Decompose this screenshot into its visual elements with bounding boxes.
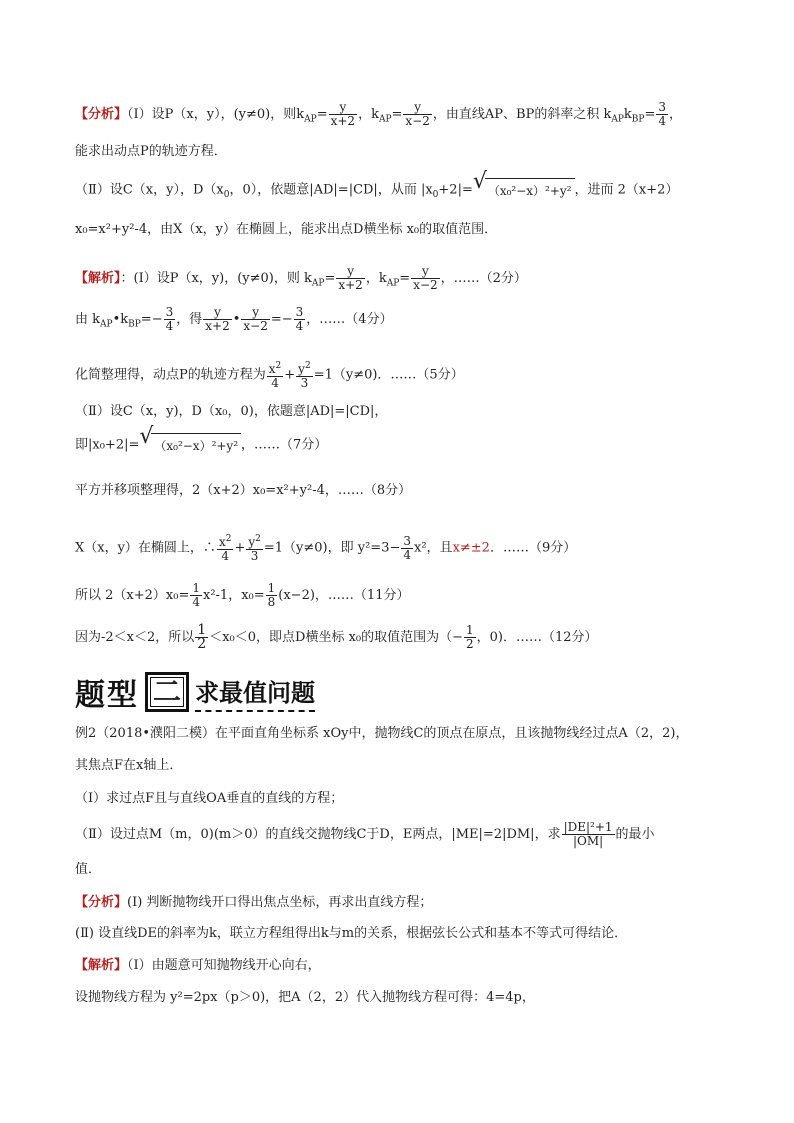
solution-text: X（x，y）在椭圆上，∴ — [75, 540, 216, 556]
subscript: 0 — [223, 190, 230, 201]
solution2-line-1 — [75, 956, 321, 976]
solution-line-2: 由 $k_{AP}•k_{BP}=-$ $\frac{3}{4}$ ，得 $\frac{y}{x+2}$ • $\frac{y}{x-2}$ =− $\frac{3}{4}$ ，……（4分） — [75, 305, 393, 333]
slope-subscript: AP — [378, 114, 392, 125]
red-condition: x≠±2 — [452, 540, 490, 556]
analysis-text: ，进而 2（x+2） — [574, 182, 679, 198]
fraction: $\frac{y^2}{3}$ — [248, 534, 261, 563]
solution-text: ，0)．……（12分） — [476, 630, 598, 645]
slope-subscript: BP — [631, 114, 645, 125]
equals-sign: = — [316, 107, 328, 122]
analysis-text: （Ⅰ）设P（x，y），(y≠0)，则 — [127, 107, 297, 122]
solution-line-4: （Ⅱ）设C（x，y)，D（x₀，0)，依题意|AD|=|CD|， — [75, 404, 388, 419]
example-line-5: 值． — [75, 862, 102, 877]
example-line-3: （Ⅰ）求过点F且与直线OA垂直的直线的方程； — [75, 791, 344, 806]
analysis2-line-2: (Ⅱ) 设直线DE的斜率为k，联立方程组得出k与m的关系，根据弦长公式和基本不等式可得结论． — [75, 926, 628, 941]
fraction: $\frac{3}{4}$ — [658, 100, 667, 128]
fraction: $\frac{y}{x+2}$ — [205, 305, 230, 333]
square-root: √ （x₀²−x）²+y² — [139, 433, 241, 457]
solution-line-9 — [75, 624, 598, 651]
fraction: $\frac{3}{4}$ — [165, 305, 174, 333]
solution-line-7: X（x，y）在椭圆上，∴ $\frac{x^2}{4}$ + $\frac{y^2}{3}$ =1（y≠0)，即 y²=3− $\frac{3}{4}$ x²，且x≠±2．……（9分） — [75, 533, 577, 563]
solution-text: ．……（9分） — [489, 540, 577, 556]
solution-text: 化简整理得，动点P的轨迹方程为 — [75, 367, 266, 383]
fraction: $\frac{x^2}{4}$ — [218, 534, 232, 563]
analysis-text: ，由直线AP、BP的斜率之积 k — [432, 107, 612, 122]
fraction: $\frac{y}{x-2}$ — [413, 264, 438, 292]
fraction: $\frac{1}{2}$ — [466, 623, 474, 651]
fraction: $\frac{y}{x+2}$ — [338, 264, 363, 292]
fraction: $\frac{x^2}{4}$ — [268, 361, 282, 390]
solution-text: ＜x₀＜0，即点D横坐标 x₀的取值范围为（− — [209, 630, 464, 645]
example-line-1: 例2（2018•濮阳二模）在平面直角坐标系 xOy中，抛物线C的顶点在原点，且该抛物线经过点A（2，2)， — [75, 726, 689, 741]
fraction: $\frac{y^2}{3}$ — [298, 361, 311, 390]
solution-text: =1（y≠0)．……（5分） — [313, 367, 464, 383]
fraction: $\frac{y}{x-2}$ — [243, 305, 268, 333]
fraction: $\frac{\text{|DE|²+1}}{|OM|}$ — [563, 820, 613, 848]
section-heading — [75, 674, 315, 713]
analysis-line-4: x₀=x²+y²-4，由X（x，y）在椭圆上，能求出点D横坐标 x₀的取值范围． — [75, 222, 498, 237]
analysis-line-2: 能求出动点P的轨迹方程． — [75, 144, 227, 159]
solution-tag: 【解析】 — [75, 958, 128, 973]
subscript: 0 — [432, 190, 439, 201]
solution2-line-2: 设抛物线方程为 y²=2px（p＞0)，把A（2，2）代入抛物线方程可得：4=4p， — [75, 990, 535, 1005]
solution-text: (x−2)，……（11分） — [278, 588, 410, 603]
example-text: 的最小 — [615, 827, 655, 842]
solution-text: ，……（2分） — [440, 271, 527, 286]
heading-xing: 型 — [107, 678, 139, 713]
solution-text: x²-1，x₀= — [202, 588, 265, 603]
analysis-text: （Ⅱ）设C（x，y），D（x — [75, 182, 224, 198]
square-root: √ （x₀²−x）²+y² — [473, 178, 575, 202]
slope-subscript: AP — [304, 114, 317, 125]
fraction: $\frac{3}{4}$ — [403, 533, 412, 562]
solution-text: =1（y≠0)，即 y²=3− — [263, 540, 401, 556]
fraction: $\frac{y}{x-2}$ — [405, 100, 430, 128]
solution-tag: 【解析】 — [75, 271, 121, 286]
solution-line-3: 化简整理得，动点P的轨迹方程为 $\frac{x^2}{4}$ + $\frac{y^2}{3}$ =1（y≠0)．……（5分） — [75, 361, 464, 390]
analysis-text: ，0），依题意|AD|=|CD|，从而 |x — [229, 182, 433, 198]
solution-text: ，……（7分） — [241, 437, 328, 453]
solution-text: 由 k — [75, 312, 101, 327]
analysis-tag: 【分析】 — [75, 107, 128, 122]
slope-symbol: k — [296, 107, 305, 122]
example-line-2: 其焦点F在x轴上． — [75, 758, 183, 773]
fraction: $\frac{y}{x+2}$ — [330, 100, 356, 128]
analysis-text: (Ⅰ) 判断抛物线开口得出焦点坐标，再求出直线方程； — [127, 895, 433, 910]
heading-ti: 题 — [75, 678, 107, 713]
solution-text: 所以 2（x+2）x₀= — [75, 588, 190, 603]
solution-text: （Ⅰ）由题意可知抛物线开心向右， — [127, 958, 321, 973]
example-line-4 — [75, 821, 655, 848]
fraction: $\frac{1}{4}$ — [192, 581, 200, 609]
solution-text: 即|x₀+2|= — [75, 437, 140, 453]
slope-symbol: k — [623, 107, 632, 122]
analysis-text: +2|= — [438, 182, 473, 198]
solution-text: ，……（4分） — [306, 312, 393, 327]
analysis2-line-1 — [75, 893, 432, 913]
analysis-tag: 【分析】 — [75, 895, 128, 910]
analysis-text: ，k — [358, 107, 379, 122]
analysis-line-1: 【分析】（Ⅰ）设P（x，y），(y≠0)，则$k_{AP}=$ $\frac{y}{x+2}$ ，$k_{AP}=$ $\frac{y}{x-2}$ ，由直线AP、BP的斜率之积 $k_{AP}k_{BP}=$ $\frac{3}{4}$ ， — [75, 100, 683, 128]
fraction: $\frac{1}{8}$ — [267, 581, 276, 609]
heading-title: 求最值问题 — [195, 673, 315, 712]
heading-number-box: 二 — [145, 672, 189, 712]
solution-text: 因为-2＜x＜2，所以 — [75, 630, 195, 645]
fraction: $\frac{1}{2}$ — [197, 622, 207, 652]
analysis-line-3 — [75, 169, 679, 205]
slope-subscript: AP — [611, 114, 624, 125]
solution-line-1: 【解析】：(Ⅰ）设P（x，y)，(y≠0)，则 $k_{AP}=$ $\frac{y}{x+2}$ ，$k_{AP}=$ $\frac{y}{x-2}$ ，……（2分） — [75, 264, 527, 292]
analysis-text: ， — [669, 107, 683, 122]
solution-text: x²，且 — [414, 540, 453, 556]
fraction: $\frac{3}{4}$ — [295, 305, 304, 333]
solution-line-5 — [75, 424, 328, 457]
solution-text: ：(Ⅰ）设P（x，y)，(y≠0)，则 — [120, 271, 300, 286]
solution-line-8 — [75, 582, 409, 609]
example-text: （Ⅱ）设过点M（m，0)(m＞0）的直线交抛物线C于D，E两点，|ME|=2|DM|，求 — [75, 827, 561, 842]
solution-line-6: 平方并移项整理得，2（x+2）x₀=x²+y²-4，……（8分） — [75, 483, 412, 498]
